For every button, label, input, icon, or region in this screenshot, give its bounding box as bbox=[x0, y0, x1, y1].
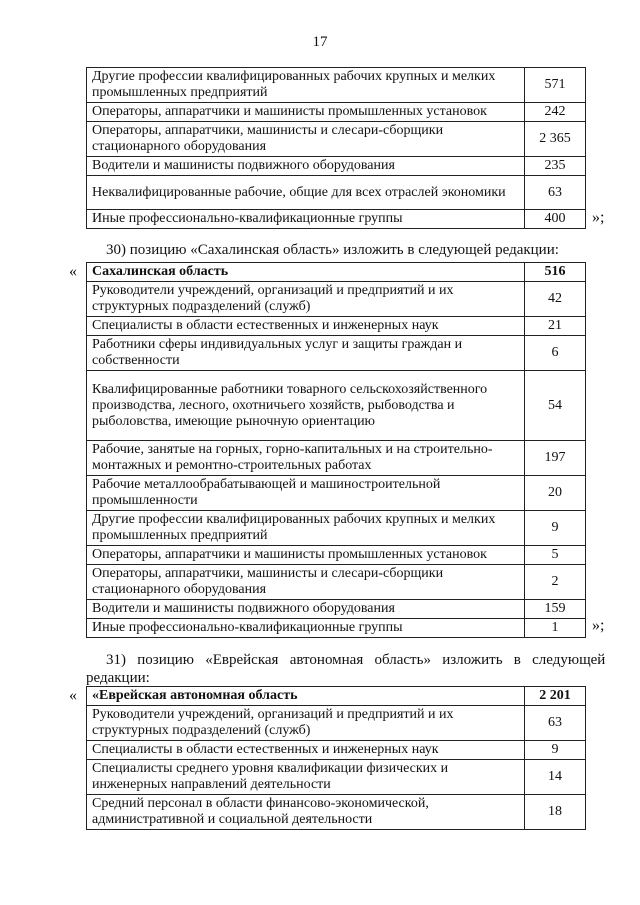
table-row bbox=[87, 336, 586, 371]
closing-quote-table1: »; bbox=[592, 209, 605, 226]
row-label: Специалисты среднего уровня квалификации физических и инженерных направлений деятельности bbox=[87, 760, 525, 795]
table-row bbox=[87, 371, 586, 441]
table-row bbox=[87, 760, 586, 795]
region-total: 516 bbox=[525, 263, 586, 282]
table-jewish-autonomous-oblast bbox=[86, 686, 586, 830]
table-row bbox=[87, 122, 586, 157]
closing-quote-table2: »; bbox=[592, 617, 605, 634]
row-label: Водители и машинисты подвижного оборудования bbox=[87, 157, 525, 176]
paragraph-31-line1: 31) позицию «Еврейская автономная область» изложить в следующей bbox=[106, 652, 606, 668]
row-label: Работники сферы индивидуальных услуг и защиты граждан и собственности bbox=[87, 336, 525, 371]
table-header-row bbox=[87, 263, 586, 282]
row-value: 18 bbox=[525, 795, 586, 830]
row-label: Рабочие, занятые на горных, горно-капитальных и на строительно-монтажных и ремонтно-строительных работах bbox=[87, 441, 525, 476]
row-label: Операторы, аппаратчики и машинисты промышленных установок bbox=[87, 546, 525, 565]
table-row bbox=[87, 210, 586, 229]
region-total: 2 201 bbox=[525, 687, 586, 706]
table-row bbox=[87, 795, 586, 830]
row-label: Операторы, аппаратчики, машинисты и слесари-сборщики стационарного оборудования bbox=[87, 122, 525, 157]
row-label: Водители и машинисты подвижного оборудования bbox=[87, 600, 525, 619]
row-value: 5 bbox=[525, 546, 586, 565]
row-label: Другие профессии квалифицированных рабочих крупных и мелких промышленных предприятий bbox=[87, 68, 525, 103]
row-value: 21 bbox=[525, 317, 586, 336]
table-row bbox=[87, 103, 586, 122]
row-value: 9 bbox=[525, 741, 586, 760]
row-value: 235 bbox=[525, 157, 586, 176]
row-label: Другие профессии квалифицированных рабочих крупных и мелких промышленных предприятий bbox=[87, 511, 525, 546]
row-value: 2 365 bbox=[525, 122, 586, 157]
table-row bbox=[87, 511, 586, 546]
table-row bbox=[87, 706, 586, 741]
opening-quote-table3: « bbox=[69, 687, 77, 704]
row-value: 9 bbox=[525, 511, 586, 546]
table-row bbox=[87, 282, 586, 317]
row-value: 42 bbox=[525, 282, 586, 317]
row-label: Неквалифицированные рабочие, общие для всех отраслей экономики bbox=[87, 176, 525, 210]
row-label: Рабочие металлообрабатывающей и машиностроительной промышленности bbox=[87, 476, 525, 511]
row-value: 20 bbox=[525, 476, 586, 511]
paragraph-30: 30) позицию «Сахалинская область» изложить в следующей редакции: bbox=[106, 242, 559, 258]
paragraph-31-line2: редакции: bbox=[86, 670, 150, 686]
page-number: 17 bbox=[312, 34, 328, 50]
table-row bbox=[87, 157, 586, 176]
row-value: 14 bbox=[525, 760, 586, 795]
table-row bbox=[87, 176, 586, 210]
row-value: 1 bbox=[525, 619, 586, 638]
table-row bbox=[87, 68, 586, 103]
table-header-row bbox=[87, 687, 586, 706]
row-label: Иные профессионально-квалификационные группы bbox=[87, 619, 525, 638]
row-value: 197 bbox=[525, 441, 586, 476]
table-row bbox=[87, 619, 586, 638]
row-label: Руководители учреждений, организаций и предприятий и их структурных подразделений (служб) bbox=[87, 706, 525, 741]
row-label: Специалисты в области естественных и инженерных наук bbox=[87, 741, 525, 760]
table-row bbox=[87, 741, 586, 760]
region-name: Сахалинская область bbox=[87, 263, 525, 282]
table-sakhalin-oblast bbox=[86, 262, 586, 638]
table-row bbox=[87, 546, 586, 565]
table-occupations-previous-region bbox=[86, 67, 586, 229]
row-label: Средний персонал в области финансово-экономической, административной и социальной деятельности bbox=[87, 795, 525, 830]
row-value: 63 bbox=[525, 706, 586, 741]
table-row bbox=[87, 565, 586, 600]
row-label: Квалифицированные работники товарного сельскохозяйственного производства, лесного, охотничьего хозяйств, рыбоводства и рыболовства, имеющие рыночную ориентацию bbox=[87, 371, 525, 441]
row-value: 2 bbox=[525, 565, 586, 600]
row-label: Иные профессионально-квалификационные группы bbox=[87, 210, 525, 229]
row-label: Руководители учреждений, организаций и предприятий и их структурных подразделений (служб) bbox=[87, 282, 525, 317]
row-value: 63 bbox=[525, 176, 586, 210]
opening-quote-table2: « bbox=[69, 263, 77, 280]
row-value: 54 bbox=[525, 371, 586, 441]
row-value: 6 bbox=[525, 336, 586, 371]
row-label: Операторы, аппаратчики, машинисты и слесари-сборщики стационарного оборудования bbox=[87, 565, 525, 600]
row-value: 242 bbox=[525, 103, 586, 122]
table-row bbox=[87, 441, 586, 476]
table-row bbox=[87, 600, 586, 619]
table-row bbox=[87, 476, 586, 511]
table-row bbox=[87, 317, 586, 336]
region-name: «Еврейская автономная область bbox=[87, 687, 525, 706]
row-value: 571 bbox=[525, 68, 586, 103]
row-value: 400 bbox=[525, 210, 586, 229]
row-label: Специалисты в области естественных и инженерных наук bbox=[87, 317, 525, 336]
row-value: 159 bbox=[525, 600, 586, 619]
row-label: Операторы, аппаратчики и машинисты промышленных установок bbox=[87, 103, 525, 122]
